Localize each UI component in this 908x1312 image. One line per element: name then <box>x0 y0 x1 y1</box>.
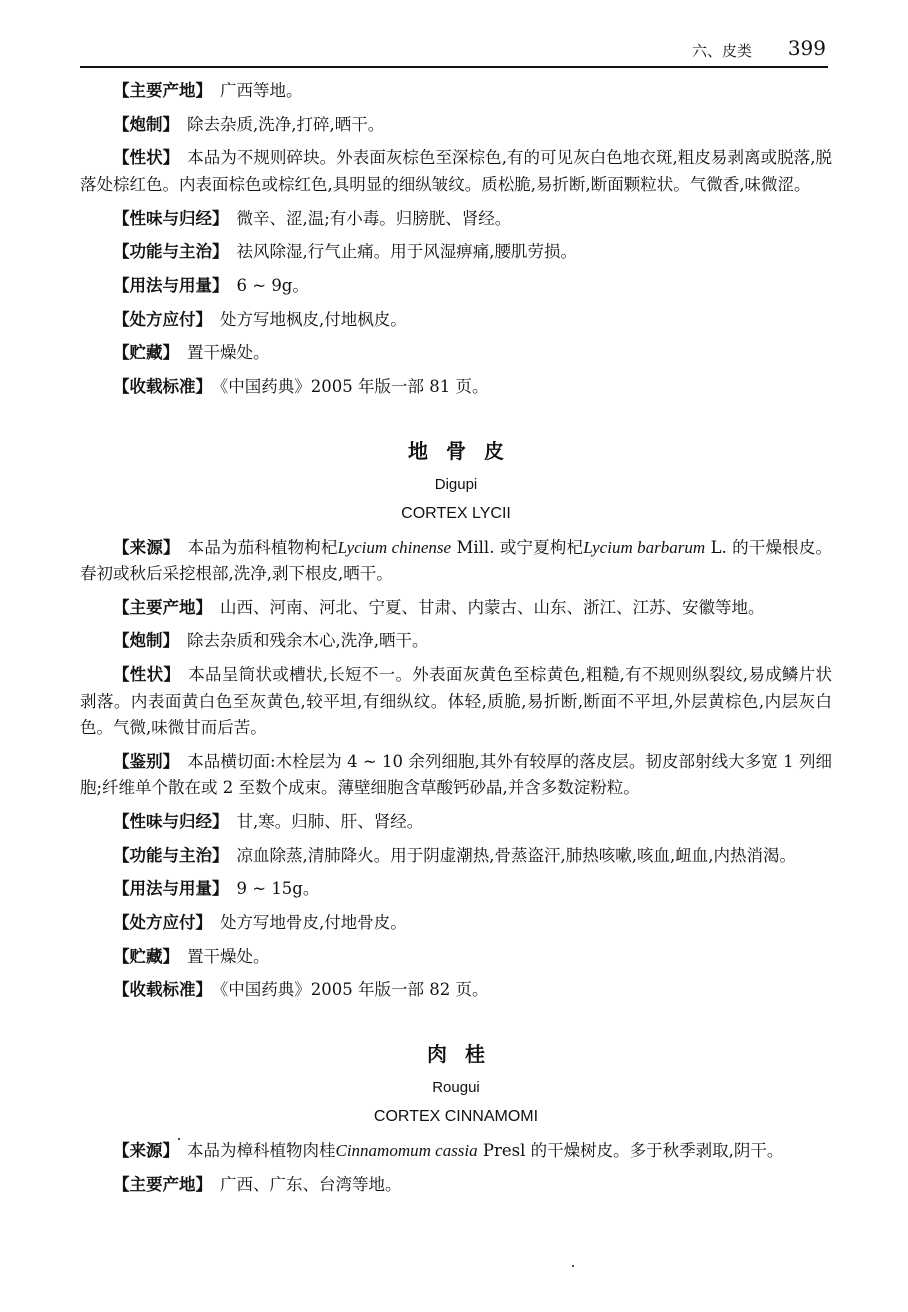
entry-text: 本品为樟科植物肉桂 <box>187 1140 336 1160</box>
entry-label: 【功能与主治】 <box>113 845 229 865</box>
entry-text: 置干燥处。 <box>187 343 270 363</box>
entry-label: 【用法与用量】 <box>113 275 229 295</box>
entry-dosage <box>80 273 832 300</box>
monograph-rougui <box>80 1038 832 1198</box>
entry-label: 【处方应付】 <box>113 309 212 329</box>
running-header <box>80 30 828 68</box>
entry-property-meridian <box>80 206 832 233</box>
monograph-pinyin: Rougui <box>432 1078 480 1096</box>
entry-label: 【炮制】 <box>113 631 179 651</box>
entry-identification <box>80 749 832 802</box>
entry-standard <box>80 374 832 401</box>
entry-function-indication <box>80 239 832 266</box>
entry-function-indication <box>80 843 832 870</box>
species-name: Lycium barbarum <box>583 537 706 557</box>
entry-text: 本品为不规则碎块。外表面灰棕色至深棕色,有的可见灰白色地衣斑,粗皮易剥离或脱落,脱落处棕红色。内表面棕色或棕红色,具明显的细纵皱纹。质松脆,易折断,断面颗粒状。气微香,味微涩。 <box>80 148 832 194</box>
entry-text: L. 的干燥根皮。春初或秋后采挖根部,洗净,剥下根皮,晒干。 <box>80 537 832 583</box>
entry-text: 微辛、涩,温;有小毒。归膀胱、肾经。 <box>236 208 512 228</box>
entry-label: 【鉴别】 <box>113 751 180 771</box>
entry-source <box>80 1138 832 1165</box>
entry-label: 【来源】 <box>113 537 180 557</box>
entry-text: 广西等地。 <box>220 81 303 100</box>
entry-text: 《中国药典》2005 年版一部 81 页。 <box>220 377 489 396</box>
entry-text: 9 ~ 15g。 <box>236 879 320 899</box>
entry-label: 【主要产地】 <box>113 597 212 617</box>
entry-text: Presl 的干燥树皮。多于秋季剥取,阴干。 <box>477 1140 784 1160</box>
entry-dosage <box>80 876 832 903</box>
entry-processing <box>80 112 832 139</box>
entry-label: 【来源】 <box>113 1140 179 1160</box>
entry-label: 【收载标准】 <box>113 377 212 396</box>
entry-list-difengpi <box>80 78 832 401</box>
entry-producing-area <box>80 78 832 105</box>
entry-label: 【性状】 <box>113 665 181 685</box>
entry-label: 【炮制】 <box>113 114 179 134</box>
entry-text: 祛风除湿,行气止痛。用于风湿痹痛,腰肌劳损。 <box>236 242 577 262</box>
entry-prescription <box>80 307 832 334</box>
entry-text: 除去杂质,洗净,打碎,晒干。 <box>187 114 385 134</box>
entry-processing <box>80 628 832 655</box>
entry-text: Mill. 或宁夏枸杞 <box>451 537 584 557</box>
entry-producing-area <box>80 595 832 622</box>
entry-prescription <box>80 910 832 937</box>
entry-source <box>80 535 832 588</box>
entry-text: 处方写地枫皮,付地枫皮。 <box>220 309 407 329</box>
entry-label: 【处方应付】 <box>113 913 212 932</box>
entry-property-meridian <box>80 809 832 836</box>
entry-label: 【用法与用量】 <box>113 879 229 899</box>
page-number: 399 <box>787 36 826 60</box>
entry-text: 6 ~ 9g。 <box>236 275 309 295</box>
entry-text: 本品横切面:木栓层为 4 ~ 10 余列细胞,其外有较厚的落皮层。韧皮部射线大多宽 1 列细胞;纤维单个散在或 2 至数个成束。薄壁细胞含草酸钙砂晶,并含多数淀粉粒。 <box>80 751 832 798</box>
entry-text: 本品为茄科植物枸杞 <box>187 537 338 557</box>
entry-label: 【性味与归经】 <box>113 811 229 831</box>
entry-text: 山西、河南、河北、宁夏、甘肃、内蒙古、山东、浙江、江苏、安徽等地。 <box>220 597 765 617</box>
header-section-title: 六、皮类 <box>691 42 752 60</box>
entry-label: 【贮藏】 <box>113 343 179 363</box>
scan-speck <box>178 1138 180 1140</box>
entry-text: 凉血除蒸,清肺降火。用于阴虚潮热,骨蒸盗汗,肺热咳嗽,咳血,衄血,内热消渴。 <box>236 845 796 865</box>
entry-producing-area <box>80 1172 832 1199</box>
monograph-title: 肉桂 <box>427 1041 503 1066</box>
entry-description <box>80 662 832 742</box>
scan-speck <box>572 1265 574 1267</box>
entry-text: 甘,寒。归肺、肝、肾经。 <box>236 811 424 831</box>
entry-label: 【贮藏】 <box>113 946 179 966</box>
entry-label: 【性味与归经】 <box>113 208 229 228</box>
entry-standard <box>80 977 832 1004</box>
monograph-title: 地骨皮 <box>408 438 522 463</box>
entry-description <box>80 145 832 198</box>
entry-text: 除去杂质和残余木心,洗净,晒干。 <box>187 631 429 651</box>
species-name: Lycium chinense <box>337 537 452 557</box>
entry-label: 【功能与主治】 <box>113 242 229 262</box>
entry-text: 置干燥处。 <box>187 946 270 966</box>
entry-text: 《中国药典》2005 年版一部 82 页。 <box>220 980 489 1000</box>
monograph-latin-name: CORTEX LYCII <box>401 504 511 522</box>
entry-storage <box>80 944 832 971</box>
entry-text: 本品呈筒状或槽状,长短不一。外表面灰黄色至棕黄色,粗糙,有不规则纵裂纹,易成鳞片状剥落。内表面黄白色至灰黄色,较平坦,有细纵纹。体轻,质脆,易折断,断面不平坦,外层黄棕色,内层灰白色。气微,味微甘而后苦。 <box>80 665 833 738</box>
species-name: Cinnamomum cassia <box>335 1140 478 1160</box>
entry-label: 【主要产地】 <box>113 81 212 100</box>
entry-storage <box>80 340 832 367</box>
entry-label: 【主要产地】 <box>113 1174 212 1194</box>
monograph-digupi <box>80 435 832 1004</box>
entry-label: 【性状】 <box>113 148 180 168</box>
monograph-pinyin: Digupi <box>434 475 478 493</box>
entry-text: 处方写地骨皮,付地骨皮。 <box>220 913 407 932</box>
page-body <box>80 78 832 1205</box>
monograph-latin-name: CORTEX CINNAMOMI <box>373 1107 539 1125</box>
entry-label: 【收载标准】 <box>113 980 212 1000</box>
entry-text: 广西、广东、台湾等地。 <box>220 1174 402 1194</box>
